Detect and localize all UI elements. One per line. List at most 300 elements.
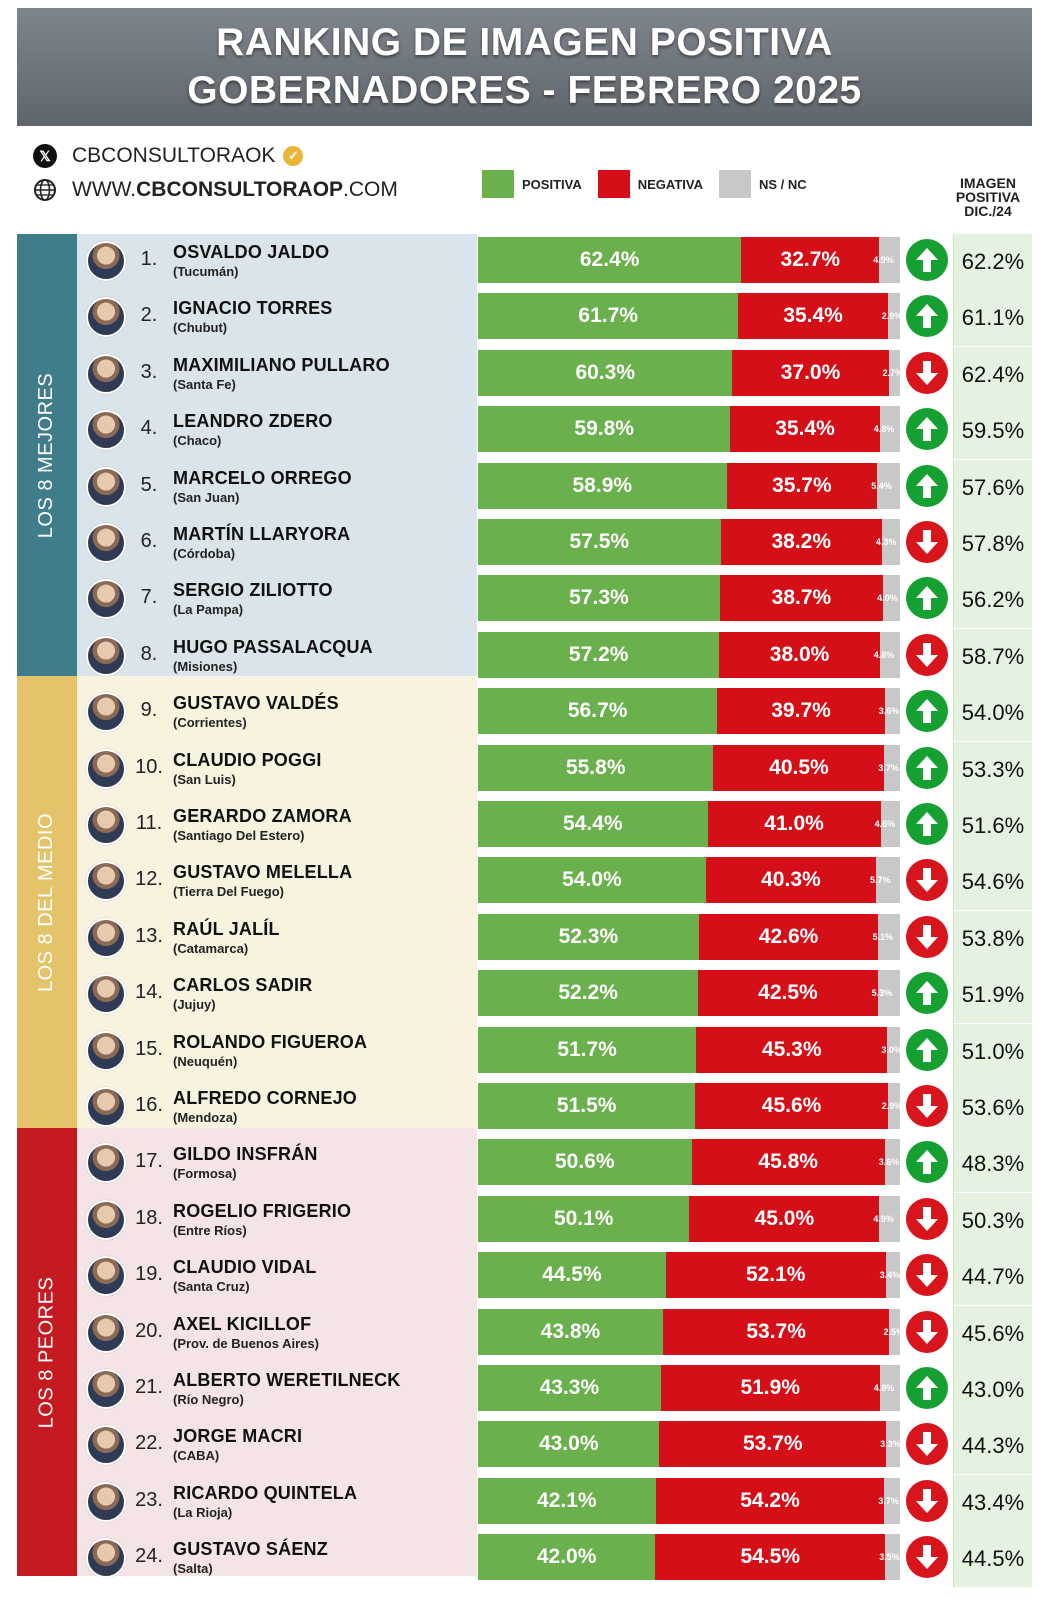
bar-negative xyxy=(692,1139,885,1185)
bar-positive xyxy=(478,1421,659,1467)
stacked-bar xyxy=(478,632,900,678)
governor-name: MAXIMILIANO PULLARO xyxy=(173,355,390,375)
avatar xyxy=(86,1538,126,1578)
source-url-row xyxy=(32,177,398,203)
bar-negative-label: 35.4% xyxy=(775,417,835,440)
governor-name: CLAUDIO POGGI xyxy=(173,750,322,770)
province-label: (Prov. de Buenos Aires) xyxy=(173,1336,319,1351)
bar-positive xyxy=(478,1252,666,1298)
rank-number: 22. xyxy=(135,1432,163,1454)
bar-nsnc-label: 5.1% xyxy=(872,932,893,942)
x-logo-icon: 𝕏 xyxy=(32,143,58,169)
legend-positive-swatch xyxy=(482,170,514,198)
bar-nsnc-label: 2.5% xyxy=(883,1327,904,1337)
arrow-up-icon xyxy=(906,577,948,619)
bar-positive xyxy=(478,745,713,791)
stacked-bar xyxy=(478,1252,900,1298)
rank-number: 20. xyxy=(135,1320,163,1342)
arrow-up-icon xyxy=(906,1141,948,1183)
source-handle-row xyxy=(32,143,303,169)
table-row xyxy=(77,1531,1032,1587)
prev-positive-value: 62.4% xyxy=(953,347,1032,403)
stacked-bar xyxy=(478,350,904,396)
stacked-bar xyxy=(478,1083,903,1129)
table-row xyxy=(77,629,1032,685)
title-line-2: GOBERNADORES - FEBRERO 2025 xyxy=(187,69,862,112)
rank-number: 12. xyxy=(135,868,163,890)
prev-positive-value: 58.7% xyxy=(953,629,1032,685)
table-row xyxy=(77,290,1032,346)
governor-name: GUSTAVO VALDÉS xyxy=(173,693,339,713)
prev-positive-value: 43.0% xyxy=(953,1362,1032,1418)
rank-number: 13. xyxy=(135,925,163,947)
bar-positive-label: 42.0% xyxy=(536,1545,597,1568)
bar-positive xyxy=(478,575,720,621)
rank-number: 9. xyxy=(140,699,158,721)
bar-negative xyxy=(659,1421,886,1467)
province-label: (Misiones) xyxy=(173,659,238,674)
bar-nsnc xyxy=(880,1421,901,1467)
bar-positive-label: 57.2% xyxy=(568,643,629,666)
governor-name: LEANDRO ZDERO xyxy=(173,411,333,431)
rank-number: 1. xyxy=(140,248,158,270)
arrow-down-icon xyxy=(906,634,948,676)
stacked-bar xyxy=(478,1365,900,1411)
rank-number: 5. xyxy=(140,474,158,496)
avatar xyxy=(86,579,126,619)
bar-negative xyxy=(656,1478,885,1524)
table-row xyxy=(77,347,1032,403)
table-row xyxy=(77,234,1032,290)
bar-positive-label: 62.4% xyxy=(579,248,640,271)
prev-header-line-3: DIC./24 xyxy=(964,203,1012,219)
bar-negative-label: 37.0% xyxy=(780,361,841,384)
bar-negative-label: 45.3% xyxy=(761,1038,822,1061)
arrow-down-icon xyxy=(906,1085,948,1127)
bar-nsnc-label: 3.0% xyxy=(881,1045,902,1055)
bar-nsnc-label: 2.9% xyxy=(881,311,903,321)
avatar xyxy=(86,1200,126,1240)
verified-badge-icon: ✓ xyxy=(283,146,303,166)
prev-positive-value: 43.4% xyxy=(953,1475,1032,1531)
table-row xyxy=(77,1306,1032,1362)
bar-negative xyxy=(717,688,885,734)
bar-negative-label: 35.4% xyxy=(783,304,843,327)
bar-positive xyxy=(478,293,738,339)
legend-nsnc-swatch xyxy=(719,170,751,198)
table-row xyxy=(77,1024,1032,1080)
arrow-up-icon xyxy=(906,1029,948,1071)
bar-positive-label: 60.3% xyxy=(575,361,635,384)
bar-positive-label: 42.1% xyxy=(537,1489,597,1512)
bar-positive xyxy=(478,1365,661,1411)
rank-number: 11. xyxy=(135,812,163,834)
legend-positive-label: POSITIVA xyxy=(522,176,582,192)
bar-negative-label: 39.7% xyxy=(771,699,831,722)
province-label: (Corrientes) xyxy=(173,715,247,730)
arrow-up-icon xyxy=(906,239,948,281)
bar-negative-label: 38.0% xyxy=(769,643,830,666)
table-row xyxy=(77,460,1032,516)
arrow-down-icon xyxy=(906,1423,948,1465)
province-label: (Chaco) xyxy=(173,433,222,448)
avatar xyxy=(86,354,126,394)
governor-name: CARLOS SADIR xyxy=(173,975,313,995)
stacked-bar xyxy=(478,688,900,734)
bar-positive xyxy=(478,914,699,960)
bar-nsnc-label: 4.9% xyxy=(873,1214,894,1224)
section-label-best-text: LOS 8 MEJORES xyxy=(35,372,58,538)
prev-positive-value: 57.8% xyxy=(953,516,1032,572)
province-label: (Santa Fe) xyxy=(173,377,236,392)
avatar xyxy=(86,861,126,901)
section-label-best xyxy=(17,234,77,676)
bar-positive xyxy=(478,1534,655,1580)
governor-name: IGNACIO TORRES xyxy=(173,298,333,318)
arrow-down-icon xyxy=(906,916,948,958)
bar-nsnc-label: 2.9% xyxy=(881,1101,903,1111)
bar-positive-label: 59.8% xyxy=(574,417,634,440)
governor-name: HUGO PASSALACQUA xyxy=(173,637,373,657)
prev-positive-value: 44.5% xyxy=(953,1531,1032,1587)
avatar xyxy=(86,1143,126,1183)
prev-positive-value: 56.2% xyxy=(953,572,1032,628)
table-row xyxy=(77,742,1032,798)
bar-positive xyxy=(478,970,698,1016)
arrow-down-icon xyxy=(906,859,948,901)
bar-negative xyxy=(730,406,879,452)
bar-nsnc xyxy=(872,914,900,960)
bar-positive xyxy=(478,406,730,452)
governor-name: ROGELIO FRIGERIO xyxy=(173,1201,352,1221)
arrow-down-icon xyxy=(906,1311,948,1353)
bar-negative xyxy=(719,632,879,678)
legend-negative xyxy=(598,170,703,198)
legend-negative-swatch xyxy=(598,170,630,198)
bar-negative xyxy=(732,350,888,396)
province-label: (Santiago Del Estero) xyxy=(173,828,305,843)
bar-positive-label: 51.7% xyxy=(557,1038,617,1061)
bar-nsnc-label: 4.3% xyxy=(875,537,897,547)
bar-negative-label: 32.7% xyxy=(780,248,841,271)
bar-positive-label: 43.8% xyxy=(540,1320,601,1343)
province-label: (La Pampa) xyxy=(173,602,244,617)
governor-name: RAÚL JALÍL xyxy=(173,919,280,939)
bar-nsnc xyxy=(879,1534,900,1580)
table-row xyxy=(77,798,1032,854)
bar-nsnc xyxy=(871,970,900,1016)
section-label-middle-text: LOS 8 DEL MEDIO xyxy=(35,812,58,992)
bar-positive-label: 50.6% xyxy=(554,1150,615,1173)
bar-positive-label: 57.3% xyxy=(569,586,629,609)
table-row xyxy=(77,516,1032,572)
bar-negative xyxy=(727,463,878,509)
avatar xyxy=(86,523,126,563)
avatar xyxy=(86,1313,126,1353)
stacked-bar xyxy=(478,1478,900,1524)
prev-positive-value: 51.9% xyxy=(953,967,1032,1023)
bar-positive xyxy=(478,857,706,903)
rank-number: 16. xyxy=(135,1094,163,1116)
bar-nsnc-label: 4.9% xyxy=(873,255,894,265)
bar-positive-label: 52.2% xyxy=(558,981,618,1004)
province-label: (Catamarca) xyxy=(173,941,249,956)
stacked-bar xyxy=(478,914,900,960)
avatar xyxy=(86,1087,126,1127)
bar-negative xyxy=(696,1027,887,1073)
bar-nsnc-label: 3.7% xyxy=(878,763,899,773)
source-url-prefix: WWW. xyxy=(72,178,137,201)
bar-nsnc xyxy=(873,1365,900,1411)
bar-negative-label: 41.0% xyxy=(764,812,824,835)
source-url-bold: CBCONSULTORAOP xyxy=(136,178,344,201)
title-banner xyxy=(17,8,1032,126)
legend-negative-label: NEGATIVA xyxy=(637,176,703,192)
stacked-bar xyxy=(478,1534,900,1580)
avatar xyxy=(86,467,126,507)
prev-positive-value: 44.7% xyxy=(953,1249,1032,1305)
stacked-bar xyxy=(478,1139,900,1185)
avatar xyxy=(86,749,126,789)
avatar xyxy=(86,241,126,281)
source-url-suffix: .COM xyxy=(343,178,398,201)
stacked-bar xyxy=(478,575,900,621)
table-row xyxy=(77,1080,1032,1136)
province-label: (La Rioja) xyxy=(173,1505,233,1520)
bar-nsnc-label: 5.7% xyxy=(869,875,891,885)
bar-positive-label: 56.7% xyxy=(567,699,628,722)
arrow-up-icon xyxy=(906,408,948,450)
bar-negative xyxy=(655,1534,885,1580)
bar-positive-label: 51.5% xyxy=(556,1094,617,1117)
prev-positive-value: 54.6% xyxy=(953,854,1032,910)
section-label-worst-text: LOS 8 PEORES xyxy=(35,1276,58,1428)
table-row xyxy=(77,1193,1032,1249)
bar-negative-label: 54.2% xyxy=(740,1489,800,1512)
province-label: (Tucumán) xyxy=(173,264,239,279)
province-label: (Chubut) xyxy=(173,320,228,335)
stacked-bar xyxy=(478,237,900,283)
bar-positive-label: 58.9% xyxy=(572,474,633,497)
prev-positive-value: 59.5% xyxy=(953,403,1032,459)
bar-negative-label: 40.5% xyxy=(769,756,829,779)
bar-negative xyxy=(708,801,881,847)
governor-name: MARCELO ORREGO xyxy=(173,468,352,488)
bar-nsnc xyxy=(869,857,900,903)
bar-positive xyxy=(478,463,727,509)
governor-name: SERGIO ZILIOTTO xyxy=(173,580,333,600)
bar-positive xyxy=(478,237,741,283)
rank-number: 19. xyxy=(135,1263,163,1285)
governor-name: JORGE MACRI xyxy=(173,1426,303,1446)
province-label: (San Juan) xyxy=(173,490,240,505)
stacked-bar xyxy=(478,1309,904,1355)
bar-nsnc-label: 3.4% xyxy=(879,1270,901,1280)
bar-nsnc-label: 3.6% xyxy=(878,706,900,716)
bar-negative xyxy=(721,519,882,565)
bar-negative-label: 45.8% xyxy=(758,1150,818,1173)
rank-number: 6. xyxy=(140,530,158,552)
bar-positive-label: 52.3% xyxy=(558,925,619,948)
legend-nsnc-label: NS / NC xyxy=(758,176,807,192)
bar-nsnc-label: 3.6% xyxy=(878,1157,900,1167)
bar-positive xyxy=(478,688,717,734)
province-label: (Formosa) xyxy=(173,1166,237,1181)
table-row xyxy=(77,1136,1032,1192)
legend-positive xyxy=(482,170,582,198)
avatar xyxy=(86,918,126,958)
rank-number: 8. xyxy=(140,643,158,665)
prev-positive-value: 50.3% xyxy=(953,1193,1032,1249)
prev-positive-value: 57.6% xyxy=(953,460,1032,516)
bar-nsnc-label: 3.7% xyxy=(878,1496,899,1506)
bar-positive-label: 54.4% xyxy=(563,812,623,835)
stacked-bar xyxy=(478,406,900,452)
province-label: (Río Negro) xyxy=(173,1392,244,1407)
prev-column-header xyxy=(948,176,1028,218)
prev-positive-value: 44.3% xyxy=(953,1418,1032,1474)
bar-nsnc-label: 4.0% xyxy=(877,593,898,603)
bar-nsnc-label: 4.6% xyxy=(874,819,896,829)
arrow-down-icon xyxy=(906,1254,948,1296)
arrow-down-icon xyxy=(906,1480,948,1522)
arrow-up-icon xyxy=(906,690,948,732)
bar-positive-label: 44.5% xyxy=(542,1263,602,1286)
governor-name: ALFREDO CORNEJO xyxy=(173,1088,358,1108)
governor-name: CLAUDIO VIDAL xyxy=(173,1257,317,1277)
bar-positive xyxy=(478,1027,696,1073)
arrow-down-icon xyxy=(906,352,948,394)
table-row xyxy=(77,1475,1032,1531)
arrow-up-icon xyxy=(906,972,948,1014)
bar-positive xyxy=(478,350,732,396)
avatar xyxy=(86,974,126,1014)
avatar xyxy=(86,1369,126,1409)
bar-negative xyxy=(695,1083,887,1129)
source-handle: CBCONSULTORAOK xyxy=(72,144,276,167)
stacked-bar xyxy=(478,857,900,903)
bar-positive xyxy=(478,801,708,847)
bar-negative xyxy=(706,857,876,903)
rank-number: 21. xyxy=(135,1376,163,1398)
province-label: (Tierra Del Fuego) xyxy=(173,884,285,899)
rank-number: 4. xyxy=(140,417,158,439)
avatar xyxy=(86,1425,126,1465)
stacked-bar xyxy=(478,1027,900,1073)
governor-name: GUSTAVO MELELLA xyxy=(173,862,353,882)
bar-positive xyxy=(478,1083,695,1129)
bar-nsnc-label: 4.8% xyxy=(873,1383,895,1393)
stacked-bar xyxy=(478,745,900,791)
province-label: (Salta) xyxy=(173,1561,213,1576)
table-row xyxy=(77,685,1032,741)
bar-negative-label: 42.5% xyxy=(758,981,818,1004)
stacked-bar xyxy=(478,970,900,1016)
table-row xyxy=(77,1249,1032,1305)
bar-positive-label: 57.5% xyxy=(569,530,630,553)
bar-positive-label: 54.0% xyxy=(562,868,622,891)
bar-negative xyxy=(713,745,884,791)
table-row xyxy=(77,967,1032,1023)
arrow-up-icon xyxy=(906,295,948,337)
prev-header-line-1: IMAGEN xyxy=(960,175,1016,191)
prev-positive-value: 48.3% xyxy=(953,1136,1032,1192)
province-label: (CABA) xyxy=(173,1448,220,1463)
rank-number: 17. xyxy=(135,1150,163,1172)
bar-positive xyxy=(478,1196,689,1242)
globe-icon xyxy=(32,177,58,203)
arrow-up-icon xyxy=(906,465,948,507)
avatar xyxy=(86,805,126,845)
governor-name: AXEL KICILLOF xyxy=(173,1314,312,1334)
prev-header-line-2: POSITIVA xyxy=(955,189,1021,205)
governor-name: GERARDO ZAMORA xyxy=(173,806,352,826)
governor-name: GILDO INSFRÁN xyxy=(173,1144,318,1164)
bar-nsnc xyxy=(878,745,900,791)
table-row xyxy=(77,572,1032,628)
bar-nsnc-label: 4.8% xyxy=(873,424,895,434)
arrow-down-icon xyxy=(906,1198,948,1240)
bar-nsnc xyxy=(873,237,900,283)
bar-negative-label: 51.9% xyxy=(740,1376,800,1399)
bar-nsnc xyxy=(879,1252,901,1298)
bar-negative-label: 53.7% xyxy=(746,1320,806,1343)
avatar xyxy=(86,636,126,676)
legend xyxy=(482,170,823,198)
table-row xyxy=(77,911,1032,967)
bar-negative xyxy=(741,237,879,283)
bar-positive-label: 43.0% xyxy=(538,1432,599,1455)
bar-positive-label: 50.1% xyxy=(553,1207,614,1230)
bar-positive xyxy=(478,519,721,565)
governor-name: ROLANDO FIGUEROA xyxy=(173,1032,368,1052)
bar-negative-label: 52.1% xyxy=(745,1263,806,1286)
bar-negative xyxy=(698,970,877,1016)
table-row xyxy=(77,403,1032,459)
governor-name: ALBERTO WERETILNECK xyxy=(173,1370,401,1390)
table-row xyxy=(77,1418,1032,1474)
bar-nsnc xyxy=(878,688,900,734)
governor-name: GUSTAVO SÁENZ xyxy=(173,1539,328,1559)
bar-negative xyxy=(666,1252,886,1298)
governor-name: OSVALDO JALDO xyxy=(173,242,330,262)
bar-nsnc xyxy=(881,1083,903,1129)
stacked-bar xyxy=(478,519,900,565)
bar-positive xyxy=(478,1478,656,1524)
bar-nsnc xyxy=(873,1196,900,1242)
bar-negative-label: 40.3% xyxy=(761,868,821,891)
bar-nsnc xyxy=(882,350,904,396)
bar-nsnc-label: 5.4% xyxy=(871,481,892,491)
bar-nsnc-label: 3.3% xyxy=(880,1439,901,1449)
rank-number: 2. xyxy=(140,304,158,326)
bar-negative-label: 54.5% xyxy=(740,1545,800,1568)
avatar xyxy=(86,1031,126,1071)
prev-positive-value: 51.6% xyxy=(953,798,1032,854)
bar-positive-label: 55.8% xyxy=(565,756,626,779)
rank-number: 24. xyxy=(135,1545,163,1567)
bar-negative-label: 35.7% xyxy=(772,474,832,497)
bar-positive-label: 61.7% xyxy=(578,304,638,327)
stacked-bar xyxy=(478,1421,900,1467)
stacked-bar xyxy=(478,801,900,847)
bar-negative xyxy=(720,575,883,621)
section-label-worst xyxy=(17,1128,77,1576)
province-label: (Mendoza) xyxy=(173,1110,238,1125)
bar-nsnc xyxy=(877,575,900,621)
bar-nsnc xyxy=(878,1139,900,1185)
bar-positive xyxy=(478,1139,692,1185)
